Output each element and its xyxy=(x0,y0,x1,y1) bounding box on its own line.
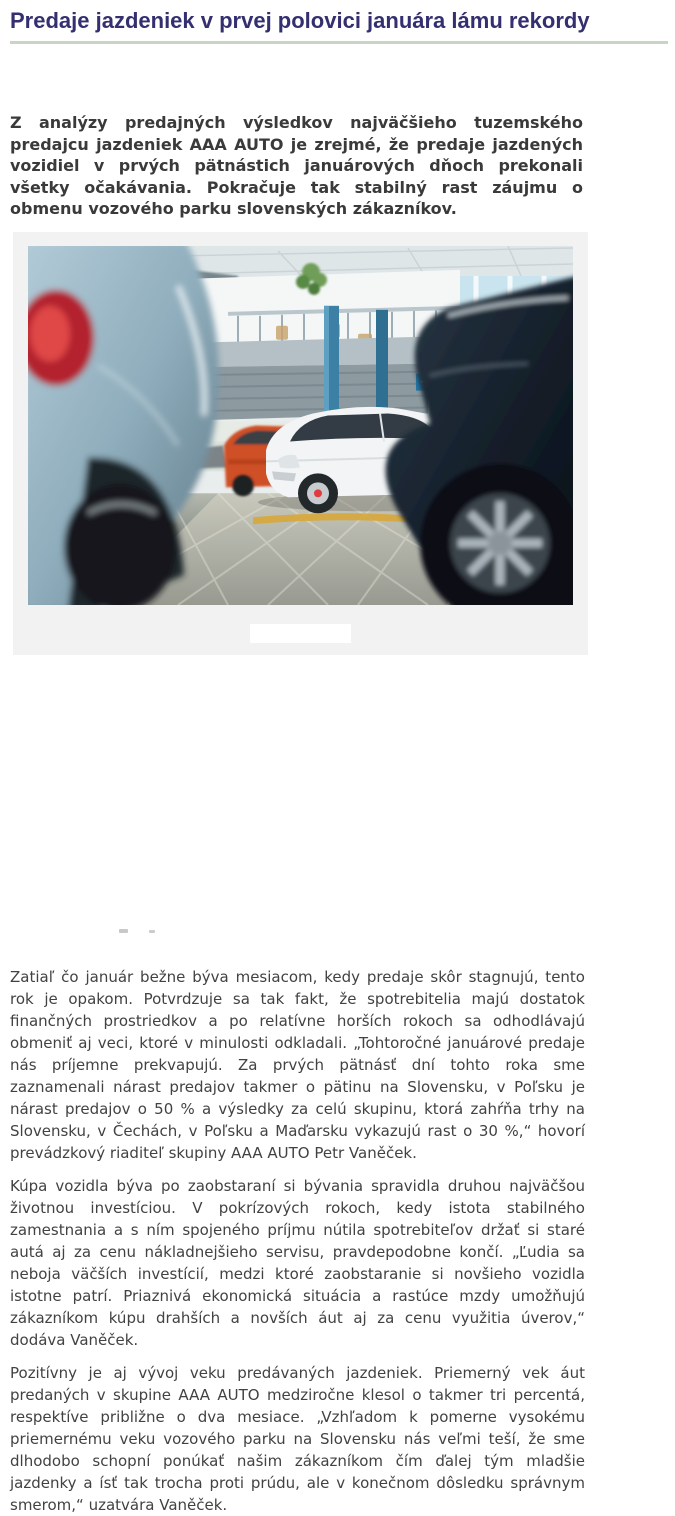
tiny-artifact-mark xyxy=(149,930,155,933)
body-paragraph-2: Kúpa vozidla býva po zaobstaraní si bývania spravidla druhou najväčšou životnou investíciou. V pokrízových rokoch, kedy istota stabilného zamestnania a s ním spojeného príjmu nútila spotrebiteľov držať si staré autá aj za cenu nákladnejšieho servisu, pravdepodobne končí. „Ľudia sa neboja väčších investícií, medzi ktoré zaobstaranie si novšieho vozidla istotne patrí. Priaznivá ekonomická situácia a rastúce mzdy umožňujú zákazníkom kúpu drahších a novších áut aj za cenu využitia úverov,“ dodáva Vaněček. xyxy=(10,1177,585,1349)
car-showroom-illustration xyxy=(28,246,573,605)
page-title: Predaje jazdeniek v prvej polovici januára lámu rekordy xyxy=(10,8,590,33)
tiny-artifact-mark xyxy=(119,929,128,933)
body-paragraph-1: Zatiaľ čo január bežne býva mesiacom, kedy predaje skôr stagnujú, tento rok je opakom. Potvrdzuje sa tak fakt, že spotrebitelia majú dostatok finančných prostriedkov a po relatívne horších rokoch sa odhodlávajú obmeniť aj veci, ktoré v minulosti odkladali. „Tohtoročné januárové predaje nás príjemne prekvapujú. Za prvých pätnásť dní tohto roka sme zaznamenali nárast predajov takmer o pätinu na Slovensku, v Poľsku je nárast predajov o 50 % a výsledky za celú skupinu, ktorá zahŕňa trhy na Slovensku, v Čechách, v Poľsku a Maďarsku vykazujú rast o 30 %,“ hovorí prevádzkový riaditeľ skupiny AAA AUTO Petr Vaněček. xyxy=(10,968,585,1162)
title-divider xyxy=(10,41,668,44)
image-caption-placeholder xyxy=(250,624,351,643)
body-paragraph-3: Pozitívny je aj vývoj veku predávaných jazdeniek. Priemerný vek áut predaných v skupine AAA AUTO medziročne klesol o takmer tri percentá, respektíve približne o dva mesiace. „Vzhľadom k pomerne vysokému priemernému veku vozového parku na Slovensku nás veľmi teší, že sme dlhodobo schopní ponúkať našim zákazníkom čím ďalej tým mladšie jazdenky a ísť tak trocha proti prúdu, ale v konečnom dôsledku správnym smerom,“ uzatvára Vaněček. xyxy=(10,1364,585,1514)
lead-paragraph: Z analýzy predajných výsledkov najväčšieho tuzemského predajcu jazdeniek AAA AUTO je zrejmé, že predaje jazdených vozidiel v prvých pätnástich januárových dňoch prekonali všetky očakávania. Pokračuje tak stabilný rast záujmu o obmenu vozového parku slovenských zákazníkov. xyxy=(10,113,583,218)
article-body xyxy=(10,966,585,1516)
car-showroom-photo xyxy=(28,246,573,605)
article-image-frame xyxy=(13,232,588,655)
